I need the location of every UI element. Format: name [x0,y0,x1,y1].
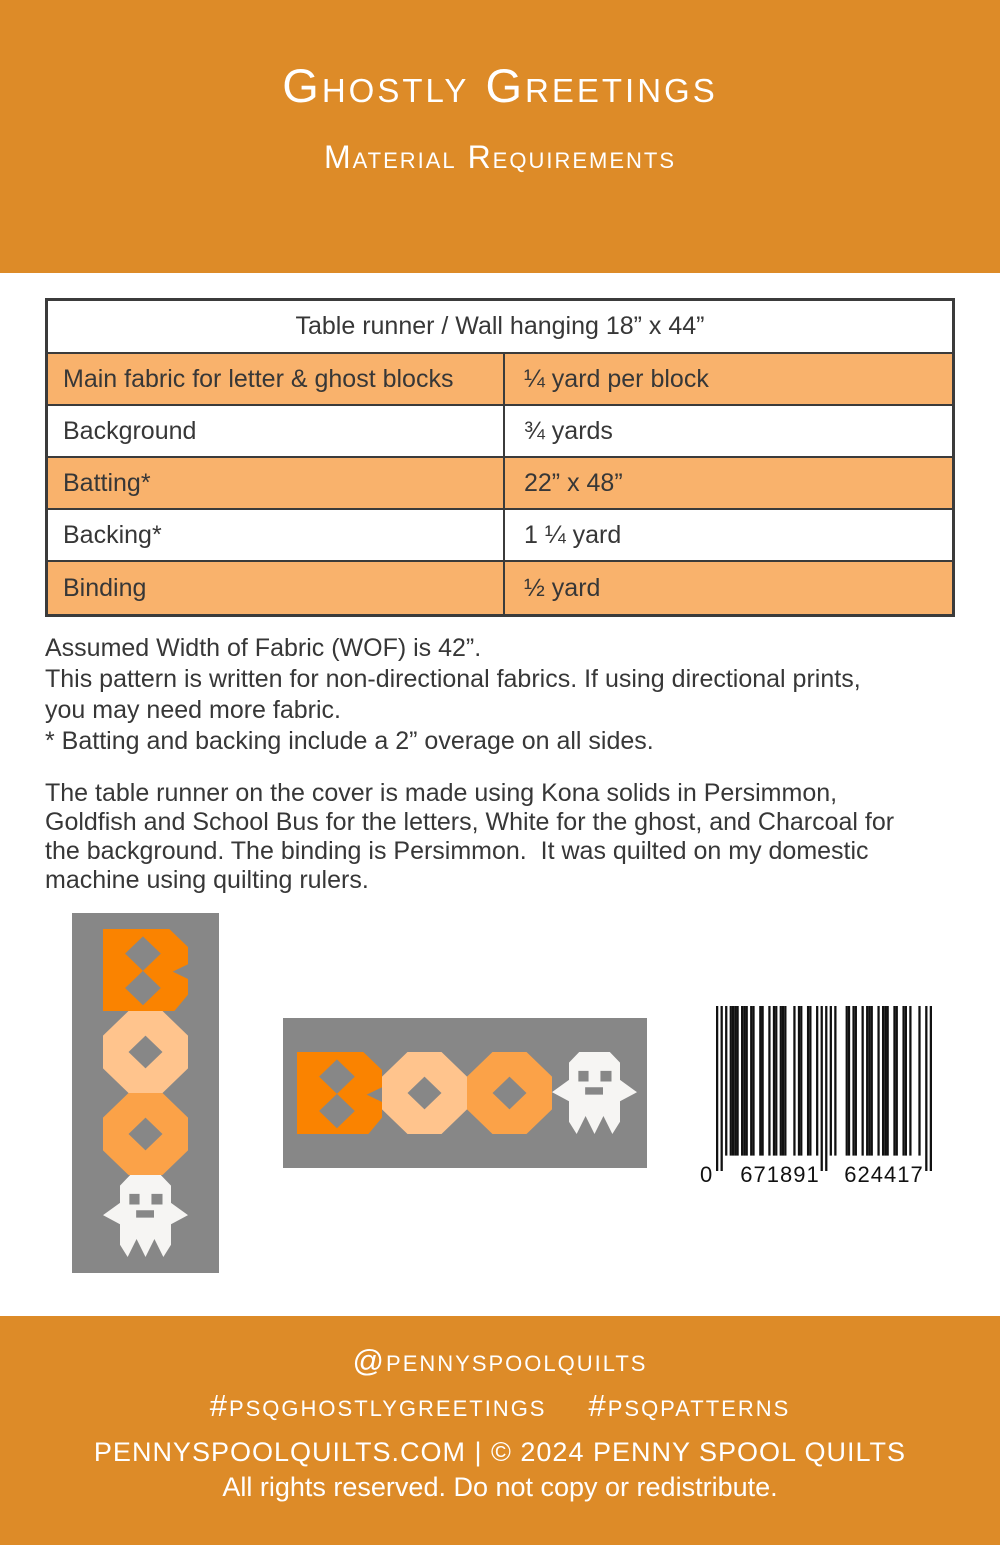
row-label: Main fabric for letter & ghost blocks [63,364,454,393]
note-line: * Batting and backing include a 2” overage on all sides. [45,727,654,755]
story-line: the background. The binding is Persimmon. It was quilted on my domestic [45,837,869,865]
letter-b-block [297,1052,382,1134]
social-handle: @pennyspoolquilts [352,1343,648,1378]
hashtag: #psqpatterns [588,1388,791,1423]
row-value: 1 ¼ yard [503,510,952,560]
letter-b-block [103,929,188,1011]
row-value: ¾ yards [503,406,952,456]
barcode-digit-group2: 624417 [844,1162,924,1187]
story-line: The table runner on the cover is made using Kona solids in Persimmon, [45,779,838,807]
table-title: Table runner / Wall hanging 18” x 44” [48,301,952,354]
row-value: 22” x 48” [503,458,952,508]
barcode-digit-group1: 671891 [740,1162,820,1187]
hashtags [210,1387,791,1425]
row-label: Batting* [63,468,151,497]
row-value: ½ yard [503,562,952,614]
page-subtitle: Material Requirements [323,139,677,175]
note-line: This pattern is written for non-directional fabrics. If using directional prints, [45,665,861,693]
row-label: Background [63,416,197,445]
letter-o-block [467,1052,552,1134]
table-row [48,562,952,614]
row-label: Binding [63,573,147,602]
cover-description [45,779,955,895]
header-banner [0,0,1000,273]
note-line: you may need more fabric. [45,696,341,724]
table-row [48,510,952,562]
barcode-digit-lead: 0 [700,1162,714,1187]
barcode-digits [698,1162,936,1188]
table-row [48,406,952,458]
website-copyright: PENNYSPOOLQUILTS.COM | © 2024 PENNY SPOOL QUILTS [93,1437,907,1467]
note-line: Assumed Width of Fabric (WOF) is 42”. [45,634,482,662]
footer-banner [0,1316,1000,1545]
row-value: ¼ yard per block [503,354,952,404]
story-line: Goldfish and School Bus for the letters, White for the ghost, and Charcoal for [45,808,895,836]
letter-o-block [382,1052,467,1134]
barcode-bars [716,1006,932,1171]
materials-table [45,298,955,617]
fabric-notes [45,633,955,757]
table-row [48,458,952,510]
story-line: machine using quilting rulers. [45,866,369,894]
table-row [48,354,952,406]
barcode [698,1002,950,1188]
page-title: Ghostly Greetings [282,59,718,112]
rights-notice: All rights reserved. Do not copy or redistribute. [222,1472,778,1502]
vertical-runner-image [72,913,219,1273]
gallery-row [0,895,1000,1295]
letter-o-block [103,1093,188,1175]
hashtag: #psqghostlygreetings [209,1388,547,1423]
row-label: Backing* [63,520,162,549]
horizontal-runner-image [283,1018,647,1168]
